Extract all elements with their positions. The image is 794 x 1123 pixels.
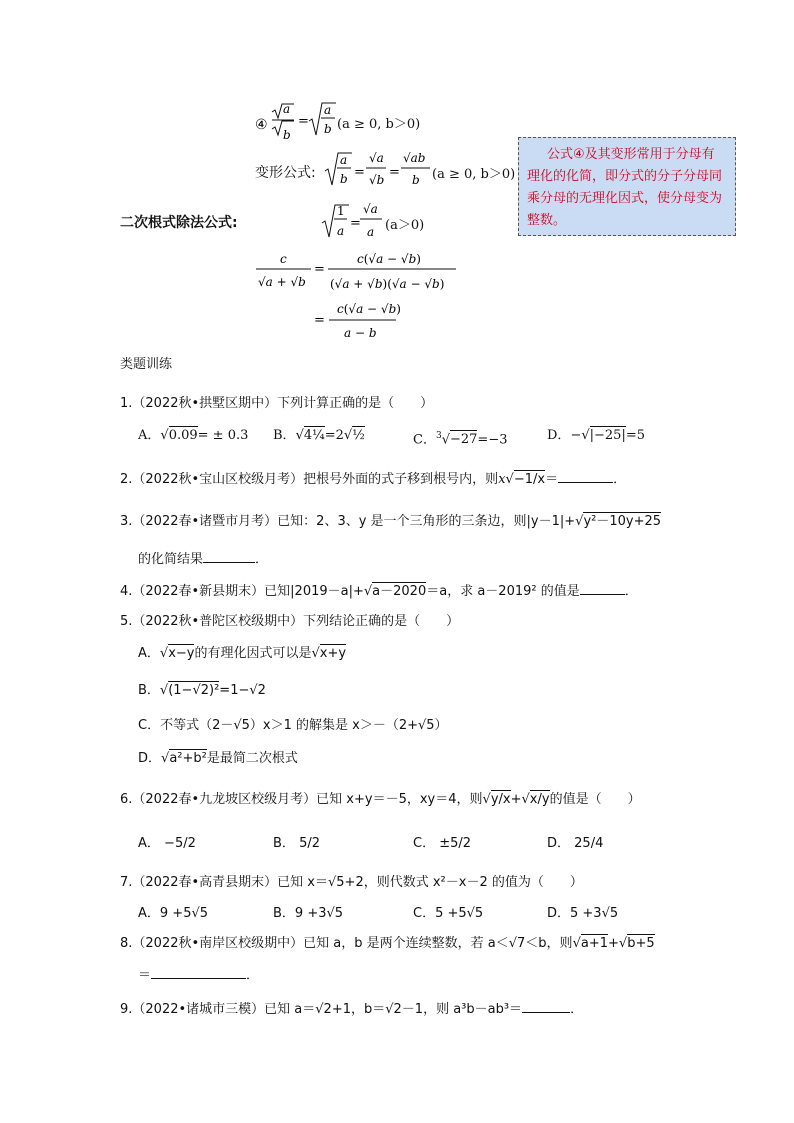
svg-text:a: a bbox=[324, 103, 332, 117]
svg-text:√a: √a bbox=[363, 202, 378, 216]
answer-blank[interactable] bbox=[203, 550, 255, 563]
q5-option-d[interactable]: D．√a²+b²是最简二次根式 bbox=[138, 751, 298, 766]
formula-rationalize bbox=[256, 252, 456, 340]
q5-option-b[interactable]: B．√(1−√2)²=1−√2 bbox=[138, 683, 266, 698]
svg-text:√a + √b: √a + √b bbox=[258, 275, 306, 289]
option-label: B． bbox=[273, 428, 296, 443]
formula-note-box bbox=[518, 137, 736, 236]
svg-text:b: b bbox=[283, 128, 291, 142]
question-1 bbox=[120, 395, 433, 413]
question-3-line2: 的化简结果 ． bbox=[138, 552, 269, 567]
svg-text:a: a bbox=[283, 102, 291, 116]
question-8-line2: ＝ ． bbox=[138, 968, 260, 983]
formula-variant bbox=[325, 151, 430, 187]
answer-blank[interactable] bbox=[580, 582, 625, 595]
svg-text:1: 1 bbox=[337, 204, 345, 218]
question-8: 8.（2022秋•南岸区校级期中）已知 a，b 是两个连续整数，若 a＜√7＜b，则√a+1+√b+5 bbox=[120, 936, 655, 951]
question-number: 1. bbox=[120, 396, 133, 411]
q6-option-a[interactable]: A． −5/2 bbox=[138, 836, 196, 851]
svg-text:(√a + √b)(√a − √b): (√a + √b)(√a − √b) bbox=[330, 277, 445, 291]
q6-option-b[interactable]: B． 5/2 bbox=[273, 836, 320, 851]
variant-condition: (a ≥ 0, b＞0) bbox=[432, 167, 516, 182]
question-5: 5.（2022秋•普陀区校级期中）下列结论正确的是（ ） bbox=[120, 614, 460, 629]
section-title: 类题训练 bbox=[120, 357, 173, 372]
formula-division bbox=[322, 202, 382, 239]
question-9: 9.（2022•诸城市三模）已知 a＝√2+1，b＝√2－1，则 a³b－ab³＝ ． bbox=[120, 1002, 584, 1017]
question-3: 3.（2022春•诸暨市月考）已知：2、3、y 是一个三角形的三条边，则|y－1|+√y²－10y+25 bbox=[120, 514, 662, 529]
q5-option-a[interactable]: A．√x−y的有理化因式可以是√x+y bbox=[138, 646, 347, 661]
option-label: C． bbox=[413, 432, 436, 448]
question-4: 4.（2022春•新县期末）已知|2019－a|+√a－2020＝a，求 a－2019² 的值是 ． bbox=[120, 584, 638, 599]
svg-text:=: = bbox=[314, 313, 325, 328]
formula-4-condition: (a ≥ 0, b＞0) bbox=[337, 117, 421, 132]
option-label: A． bbox=[138, 428, 161, 443]
division-formula-label: 二次根式除法公式: bbox=[120, 215, 238, 231]
svg-text:√b: √b bbox=[369, 173, 385, 187]
q7-option-d[interactable]: D．5 +3√5 bbox=[547, 906, 619, 921]
svg-text:=: = bbox=[314, 262, 325, 277]
q7-option-a[interactable]: A．9 +5√5 bbox=[138, 906, 209, 921]
svg-text:c(√a − √b): c(√a − √b) bbox=[357, 252, 421, 266]
q1-option-c[interactable]: C．$^3$√−27=−3 bbox=[413, 431, 508, 448]
q7-option-c[interactable]: C．5 +5√5 bbox=[413, 906, 484, 921]
question-source: （2022秋•拱墅区期中） bbox=[132, 396, 278, 411]
q6-option-c[interactable]: C． ±5/2 bbox=[413, 836, 472, 851]
svg-text:b: b bbox=[340, 172, 348, 186]
q7-option-b[interactable]: B．9 +3√5 bbox=[273, 906, 344, 921]
answer-blank[interactable] bbox=[522, 1000, 570, 1013]
q6-option-d[interactable]: D． 25/4 bbox=[547, 836, 604, 851]
svg-text:=: = bbox=[389, 165, 400, 180]
svg-text:a: a bbox=[337, 224, 345, 238]
variant-label: 变形公式: bbox=[255, 165, 316, 181]
answer-blank[interactable] bbox=[558, 470, 613, 483]
formula-4 bbox=[255, 102, 336, 142]
svg-text:√a: √a bbox=[369, 151, 384, 165]
option-label: D． bbox=[547, 428, 571, 443]
svg-text:c(√a − √b): c(√a − √b) bbox=[337, 302, 401, 316]
question-2: 2.（2022秋•宝山区校级月考）把根号外面的式子移到根号内，则x√−1/x＝ ． bbox=[120, 472, 627, 487]
division-condition: (a＞0) bbox=[385, 218, 425, 233]
q1-option-b[interactable]: B．√4¼=2√½ bbox=[273, 428, 365, 443]
svg-text:=: = bbox=[350, 216, 361, 231]
svg-text:a: a bbox=[367, 225, 375, 239]
svg-text:√ab: √ab bbox=[403, 151, 426, 165]
svg-text:=: = bbox=[298, 114, 309, 129]
svg-text:a − b: a − b bbox=[344, 326, 377, 340]
question-stem: 下列计算正确的是（ ） bbox=[277, 396, 434, 411]
svg-text:a: a bbox=[340, 153, 348, 167]
answer-blank[interactable] bbox=[151, 966, 246, 979]
svg-text:=: = bbox=[354, 165, 365, 180]
formula-4-number: ④ bbox=[255, 117, 268, 133]
svg-text:b: b bbox=[324, 122, 332, 136]
q5-option-c[interactable]: C．不等式（2－√5）x＞1 的解集是 x＞－（2+√5） bbox=[138, 718, 448, 733]
q1-option-a[interactable]: A．√0.09= ± 0.3 bbox=[138, 428, 249, 443]
svg-text:c: c bbox=[280, 252, 287, 266]
question-6: 6.（2022春•九龙坡区校级月考）已知 x+y＝－5，xy＝4，则√y/x+√x/y的值是（ ） bbox=[120, 792, 641, 807]
svg-text:b: b bbox=[412, 173, 420, 187]
q1-option-d[interactable]: D．−√|−25|=5 bbox=[547, 428, 645, 443]
question-7: 7.（2022春•高青县期末）已知 x＝√5+2，则代数式 x²－x－2 的值为（ ） bbox=[120, 875, 583, 890]
formula-note-text: 公式④及其变形常用于分母有理化的化简，即分式的分子分母同乘分母的无理化因式，使分母变为整数。 bbox=[527, 147, 723, 228]
